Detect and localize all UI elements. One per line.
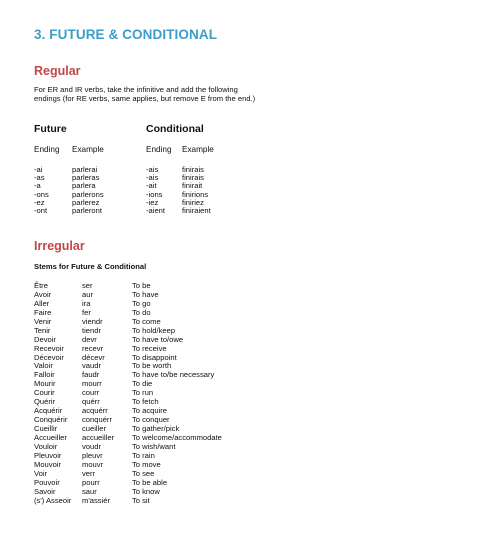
conditional-ending: -ais [146, 165, 159, 174]
verb-meaning: To have to/be necessary [132, 370, 215, 380]
verb-infinitive: Venir [34, 316, 52, 326]
verb-meaning: To have to/owe [132, 334, 184, 344]
verb-row [34, 291, 334, 300]
verb-row [34, 479, 334, 488]
verb-infinitive: Conquérir [34, 415, 68, 425]
verb-infinitive: Mouvoir [34, 459, 62, 469]
verb-stem: quérr [82, 397, 100, 407]
verb-stem: aur [82, 289, 93, 299]
regular-intro-text: For ER and IR verbs, take the infinitive and add the following endings (for RE verbs, same applies, but remove E from the end.) [34, 85, 256, 104]
future-example: parleras [72, 173, 100, 183]
conditional-example: finirait [182, 181, 203, 191]
verb-infinitive: Accueiller [34, 432, 67, 442]
verb-stem: ira [82, 298, 91, 308]
verb-meaning: To be able [132, 477, 168, 487]
verb-stem: pourr [82, 477, 100, 487]
verb-row [34, 380, 334, 389]
verb-row [34, 407, 334, 416]
verb-row [34, 327, 334, 336]
endings-row [0, 207, 300, 215]
conditional-example: finiriez [182, 197, 204, 207]
verb-stem: mouvr [82, 459, 104, 469]
future-example: parlera [72, 181, 96, 191]
verb-infinitive: Recevoir [34, 343, 64, 353]
verb-stem: viendr [82, 316, 103, 326]
verb-stem: m'assiér [82, 495, 111, 505]
verb-meaning: To gather/pick [132, 424, 180, 433]
verb-infinitive: Tenir [34, 325, 51, 335]
verb-meaning: To conquer [132, 415, 170, 425]
verb-row [34, 416, 334, 425]
verb-meaning: To be worth [132, 361, 172, 371]
conditional-heading: Conditional [146, 123, 204, 135]
verb-meaning: To hold/keep [132, 325, 176, 335]
conditional-ending: -ais [146, 173, 159, 183]
verb-row [34, 452, 334, 461]
verb-row [34, 497, 334, 506]
regular-heading: Regular [34, 64, 81, 78]
verb-stem: voudr [82, 441, 101, 451]
verb-stem: recevr [82, 343, 104, 353]
verb-stem: tiendr [82, 325, 101, 335]
verb-infinitive: (s') Asseoir [34, 495, 72, 505]
verb-infinitive: Être [34, 281, 48, 290]
verb-row [34, 345, 334, 354]
future-example: parlerez [72, 197, 100, 207]
endings-table [0, 166, 300, 215]
verb-infinitive: Pleuvoir [34, 450, 62, 460]
verb-meaning: To do [132, 307, 151, 317]
conditional-example: finirions [182, 189, 209, 199]
verb-infinitive: Courir [34, 388, 55, 398]
verb-meaning: To see [132, 468, 155, 478]
verb-infinitive: Mourir [34, 379, 56, 389]
conditional-ending: -aient [146, 205, 165, 215]
verb-infinitive: Cueillir [34, 424, 58, 433]
verb-row [34, 443, 334, 452]
verb-meaning: To welcome/accommodate [132, 432, 222, 442]
stems-table [34, 282, 334, 505]
verb-row [34, 389, 334, 398]
conditional-ending-header: Ending [146, 145, 172, 154]
verb-row [34, 371, 334, 380]
conditional-example: finirais [182, 173, 204, 183]
future-example-header: Example [72, 145, 104, 154]
conditional-ending: -ait [146, 181, 157, 191]
verb-infinitive: Savoir [34, 486, 56, 496]
verb-meaning: To disappoint [132, 352, 177, 362]
future-ending: -ez [34, 197, 45, 207]
verb-infinitive: Avoir [34, 289, 52, 299]
verb-infinitive: Valoir [34, 361, 53, 371]
future-ending: -ont [34, 205, 48, 215]
future-ending: -a [34, 181, 41, 191]
verb-meaning: To have [132, 289, 159, 299]
verb-meaning: To receive [132, 343, 167, 353]
verb-infinitive: Voir [34, 468, 48, 478]
verb-row [34, 318, 334, 327]
future-ending: -ons [34, 189, 49, 199]
verb-infinitive: Pouvoir [34, 477, 60, 487]
verb-meaning: To wish/want [132, 441, 176, 451]
conditional-example-header: Example [182, 145, 214, 154]
future-ending-header: Ending [34, 145, 60, 154]
verb-stem: ser [82, 281, 93, 290]
verb-row [34, 336, 334, 345]
verb-row [34, 488, 334, 497]
verb-meaning: To move [132, 459, 161, 469]
verb-row [34, 470, 334, 479]
irregular-heading: Irregular [34, 239, 85, 253]
verb-infinitive: Falloir [34, 370, 55, 380]
future-example: parleront [72, 205, 102, 215]
verb-stem: acquérr [82, 406, 108, 416]
future-example: parlerai [72, 165, 98, 174]
stems-heading: Stems for Future & Conditional [34, 262, 147, 271]
verb-row [34, 398, 334, 407]
conditional-example: finirais [182, 165, 204, 174]
verb-stem: devr [82, 334, 97, 344]
verb-row [34, 461, 334, 470]
verb-infinitive: Acquérir [34, 406, 63, 416]
verb-stem: conquérr [82, 415, 112, 425]
verb-stem: faudr [82, 370, 100, 380]
verb-infinitive: Décevoir [34, 352, 64, 362]
page-title: 3. FUTURE & CONDITIONAL [34, 27, 218, 42]
future-example: parlerons [72, 189, 104, 199]
verb-row [34, 309, 334, 318]
verb-stem: verr [82, 468, 96, 478]
verb-row [34, 434, 334, 443]
future-ending: -as [34, 173, 45, 183]
verb-infinitive: Aller [34, 298, 50, 308]
verb-row [34, 282, 334, 291]
verb-meaning: To fetch [132, 397, 159, 407]
verb-stem: décevr [82, 352, 105, 362]
verb-row [34, 354, 334, 363]
verb-infinitive: Faire [34, 307, 52, 317]
conditional-ending: -ions [146, 189, 163, 199]
verb-stem: vaudr [82, 361, 101, 371]
verb-infinitive: Vouloir [34, 441, 58, 451]
verb-stem: pleuvr [82, 450, 103, 460]
conditional-ending: -iez [146, 197, 159, 207]
verb-stem: fer [82, 307, 91, 317]
verb-stem: accueiller [82, 432, 115, 442]
verb-row [34, 300, 334, 309]
verb-stem: saur [82, 486, 97, 496]
verb-meaning: To sit [132, 495, 150, 505]
verb-meaning: To acquire [132, 406, 168, 416]
verb-meaning: To run [132, 388, 154, 398]
verb-meaning: To be [132, 281, 151, 290]
verb-meaning: To know [132, 486, 160, 496]
verb-meaning: To die [132, 379, 153, 389]
verb-meaning: To rain [132, 450, 155, 460]
verb-stem: courr [82, 388, 100, 398]
verb-infinitive: Quérir [34, 397, 56, 407]
verb-stem: mourr [82, 379, 102, 389]
conditional-example: finiraient [182, 205, 211, 215]
future-heading: Future [34, 123, 67, 135]
verb-stem: cueiller [82, 424, 107, 433]
verb-meaning: To come [132, 316, 161, 326]
verb-meaning: To go [132, 298, 151, 308]
future-ending: -ai [34, 165, 43, 174]
verb-infinitive: Devoir [34, 334, 56, 344]
